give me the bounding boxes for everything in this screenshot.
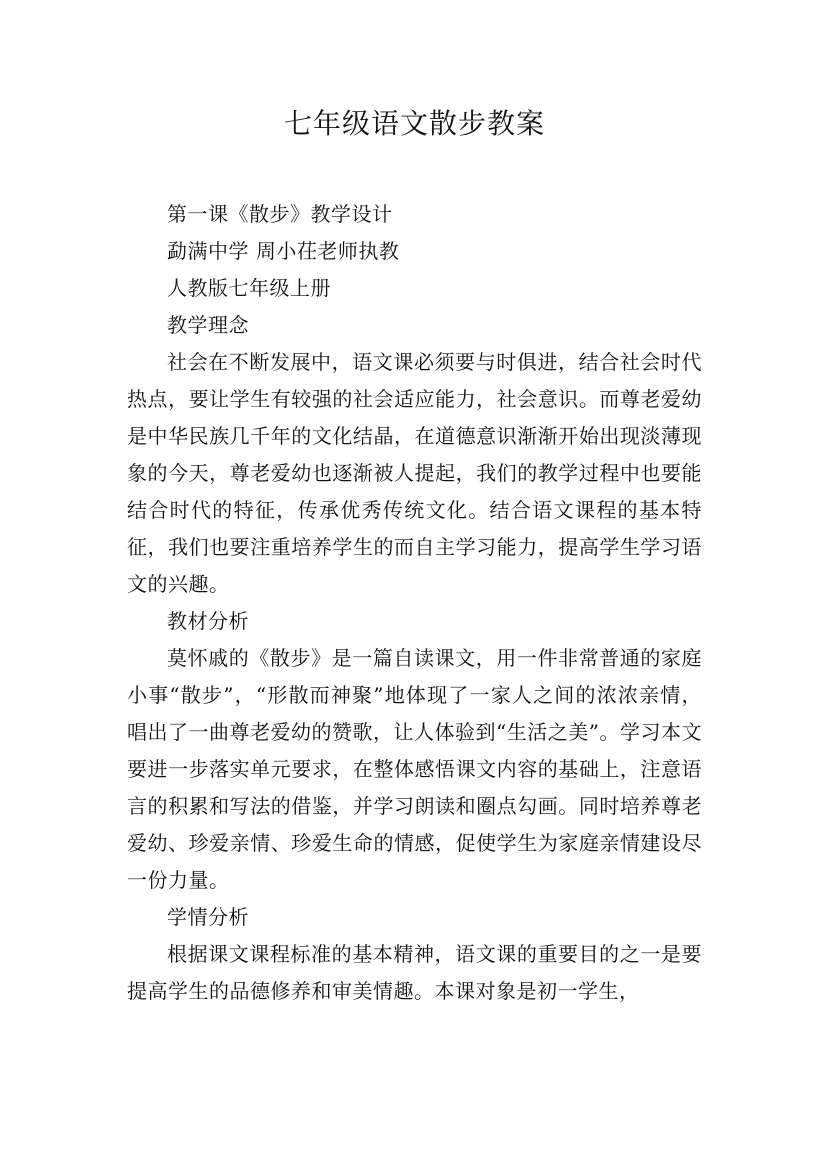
section-body-material-analysis: 莫怀戚的《散步》是一篇自读课文，用一件非常普通的家庭小事“散步”，“形散而神聚”地体现了一家人之间的浓浓亲情，唱出了一曲尊老爱幼的赞歌，让人体验到“生活之美”。学习本文要进一步落实单元要求，在整体感悟课文内容的基础上，注意语言的积累和写法的借鉴，并学习朗读和圈点勾画。同时培养尊老爱幼、珍爱亲情、珍爱生命的情感，促使学生为家庭亲情建设尽一份力量。 <box>127 646 702 892</box>
document-title: 七年级语文散步教案 <box>283 107 545 140</box>
section-heading-student-analysis: 学情分析 <box>167 905 249 929</box>
section-body-student-analysis: 根据课文课程标准的基本精神，语文课的重要目的之一是要提高学生的品德修养和审美情趣。本课对象是初一学生， <box>127 942 702 1003</box>
section-heading-teaching-philosophy: 教学理念 <box>167 313 249 337</box>
section-body-teaching-philosophy: 社会在不断发展中，语文课必须要与时俱进，结合社会时代热点，要让学生有较强的社会适应能力，社会意识。而尊老爱幼是中华民族几千年的文化结晶，在道德意识渐渐开始出现淡薄现象的今天，尊老爱幼也逐渐被人提起，我们的教学过程中也要能结合时代的特征，传承优秀传统文化。结合语文课程的基本特征，我们也要注重培养学生的而自主学习能力，提高学生学习语文的兴趣。 <box>127 350 702 596</box>
teacher-line: 勐满中学 周小茌老师执教 <box>167 239 400 263</box>
lesson-title: 第一课《散步》教学设计 <box>167 202 393 226</box>
document-page <box>127 96 702 1010</box>
textbook-edition: 人教版七年级上册 <box>167 276 331 300</box>
section-heading-material-analysis: 教材分析 <box>167 609 249 633</box>
